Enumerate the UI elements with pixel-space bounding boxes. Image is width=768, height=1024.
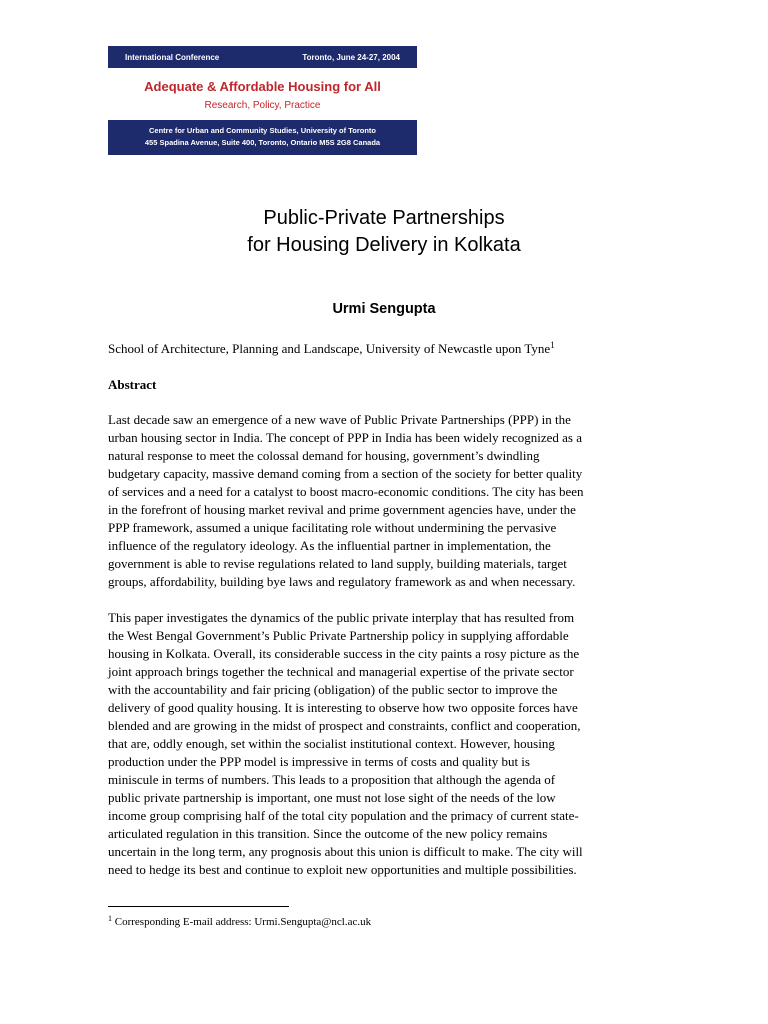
paragraph-line: Last decade saw an emergence of a new wave of Public Private Partnerships (PPP) in the <box>108 412 571 427</box>
paper-title-line2: for Housing Delivery in Kolkata <box>247 234 521 256</box>
paragraph-line: budgetary capacity, massive demand coming from a section of the society for better quality <box>108 466 583 481</box>
banner-top-band <box>108 46 417 68</box>
banner-location: Toronto, June 24-27, 2004 <box>302 53 400 62</box>
paragraph-line: natural response to meet the colossal demand for housing, government’s dwindling <box>108 448 540 463</box>
footnote-text: Corresponding E-mail address: Urmi.Sengupta@ncl.ac.uk <box>112 916 372 928</box>
abstract-heading: Abstract <box>108 377 157 392</box>
banner-bottom-band <box>108 120 417 155</box>
paragraph-line: joint approach brings together the technical and managerial expertise of the private sector <box>108 664 574 679</box>
banner-event: International Conference <box>125 53 220 62</box>
paper-title-line1: Public-Private Partnerships <box>263 207 505 229</box>
footnote <box>108 916 371 928</box>
paragraph-line: government is able to revise regulations related to land supply, building materials, target <box>108 556 567 571</box>
affiliation-text: School of Architecture, Planning and Landscape, University of Newcastle upon Tyne <box>108 341 551 356</box>
paragraph-line: delivery of good quality housing. It is interesting to observe how two opposite forces have <box>108 700 578 715</box>
paragraph-line: miniscule in terms of numbers. This leads to a proposition that although the agenda of <box>108 772 556 787</box>
paragraph-line: with the accountability and fair pricing (obligation) of the public sector to improve the <box>108 682 558 697</box>
footnote-divider <box>108 906 289 907</box>
paragraph-line: public private partnership is important, one must not lose sight of the needs of the low <box>108 790 556 805</box>
paragraph-line: PPP framework, assumed a unique facilitating role without undermining the pervasive <box>108 520 557 535</box>
paragraph-line: uncertain in the long term, any prognosis about this union is difficult to make. The city will <box>108 844 583 859</box>
banner-org-line1: Centre for Urban and Community Studies, University of Toronto <box>149 126 376 135</box>
paragraph-line: of services and a need for a catalyst to boost macro-economic conditions. The city has been <box>108 484 584 499</box>
paragraph-line: income group comprising half of the total city population and the primacy of current state- <box>108 808 579 823</box>
abstract-paragraph-1 <box>108 411 668 591</box>
affiliation <box>108 341 555 357</box>
affiliation-footnote-mark: 1 <box>550 340 555 350</box>
paper-author: Urmi Sengupta <box>332 301 436 317</box>
paragraph-line: urban housing sector in India. The concept of PPP in India has been widely recognized as a <box>108 430 583 445</box>
conference-banner <box>108 46 417 155</box>
banner-title: Adequate & Affordable Housing for All <box>144 79 381 94</box>
paragraph-line: This paper investigates the dynamics of the public private interplay that has resulted from <box>108 610 575 625</box>
banner-org-line2: 455 Spadina Avenue, Suite 400, Toronto, Ontario M5S 2G8 Canada <box>144 138 381 147</box>
paragraph-line: articulated regulation in this transition. Since the outcome of the new policy remains <box>108 826 548 841</box>
abstract-paragraph-2 <box>108 609 668 879</box>
paragraph-line: the West Bengal Government’s Public Private Partnership policy in supplying affordable <box>108 628 569 643</box>
paper-title <box>0 205 768 259</box>
footnote-mark: 1 <box>108 914 112 923</box>
paragraph-line: groups, affordability, building bye laws and regulatory framework as and when necessary. <box>108 574 576 589</box>
paragraph-line: housing in Kolkata. Overall, its considerable success in the city paints a rosy picture as the <box>108 646 580 661</box>
paragraph-line: influence of the regulatory ideology. As the influential partner in implementation, the <box>108 538 551 553</box>
paragraph-line: need to hedge its best and continue to exploit new opportunities and multiple possibilities. <box>108 862 577 877</box>
paragraph-line: that are, oddly enough, set within the socialist institutional context. However, housing <box>108 736 555 751</box>
banner-title-area <box>108 68 417 120</box>
paragraph-line: production under the PPP model is impressive in terms of costs and quality but is <box>108 754 530 769</box>
paragraph-line: blended and are growing in the midst of prospect and constraints, conflict and cooperation, <box>108 718 581 733</box>
banner-subtitle: Research, Policy, Practice <box>204 100 321 111</box>
paragraph-line: in the forefront of housing market revival and prime government agencies have, under the <box>108 502 576 517</box>
